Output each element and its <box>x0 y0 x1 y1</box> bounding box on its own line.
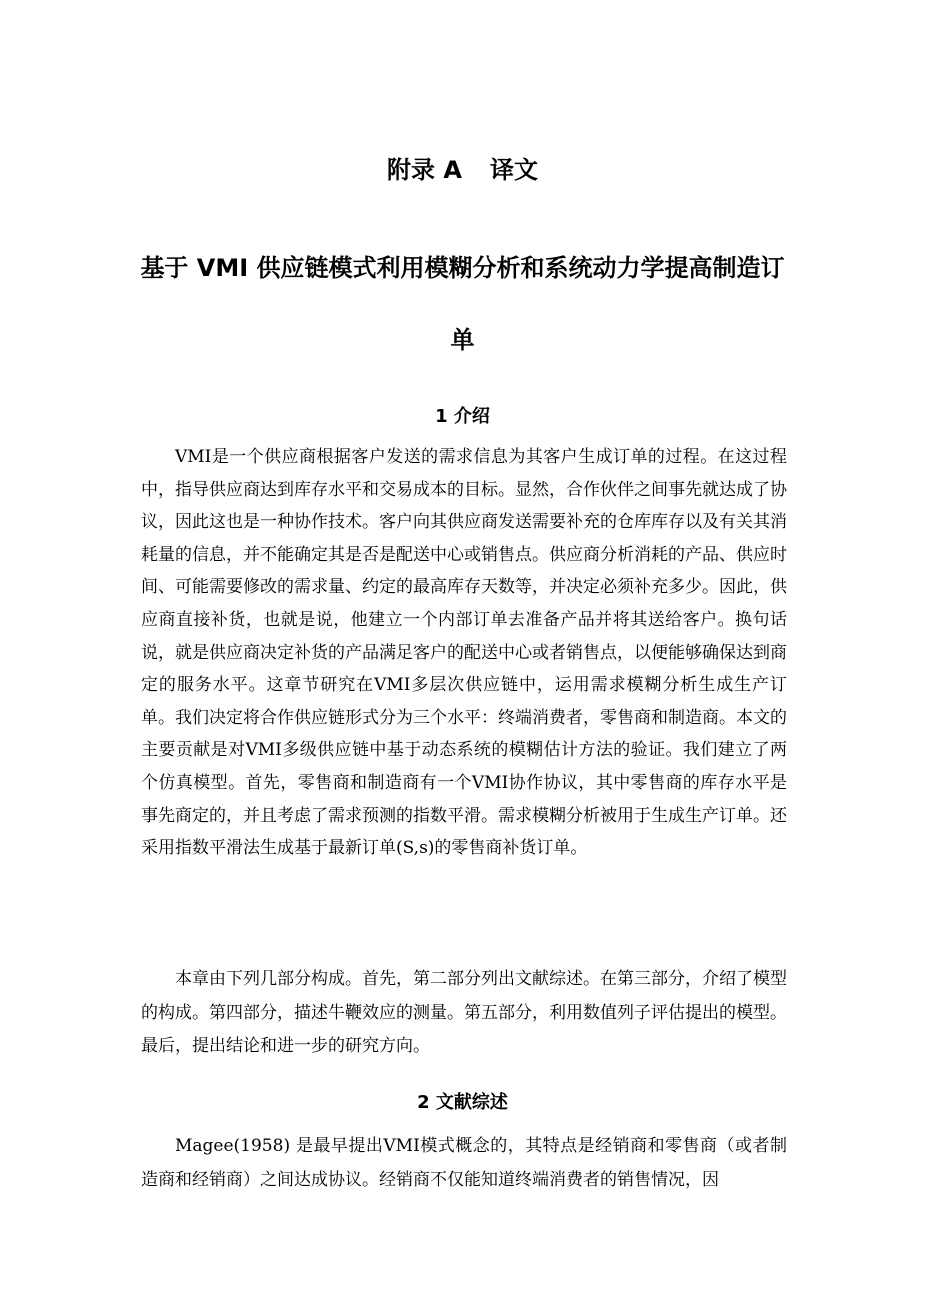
paragraph-introduction-2: 本章由下列几部分构成。首先，第二部分列出文献综述。在第三部分，介绍了模型的构成。第四部分，描述牛鞭效应的测量。第五部分，利用数值列子评估提出的模型。最后，提出结论和进一步的研究方向。 <box>141 969 787 1056</box>
paragraph-literature-review-1: Magee(1958) 是最早提出VMI模式概念的，其特点是经销商和零售商（或者制造商和经销商）之间达成协议。经销商不仅能知道终端消费者的销售情况，因 <box>141 1136 787 1190</box>
appendix-subtitle: 译文 <box>489 156 538 184</box>
appendix-label: 附录 A <box>387 156 462 184</box>
appendix-heading <box>0 150 925 185</box>
document-title: 基于 VMI 供应链模式利用模糊分析和系统动力学提高制造订单 <box>140 254 785 354</box>
section-heading-literature-review: 2 文献综述 <box>417 1092 508 1113</box>
section-heading-introduction: 1 介绍 <box>435 406 490 427</box>
paragraph-introduction-1: VMI是一个供应商根据客户发送的需求信息为其客户生成订单的过程。在这过程中，指导供应商达到库存水平和交易成本的目标。显然，合作伙伴之间事先就达成了协议，因此这也是一种协作技术。客户向其供应商发送需要补充的仓库库存以及有关其消耗量的信息，并不能确定其是否是配送中心或销售点。供应商分析消耗的产品、供应时间、可能需要修改的需求量、约定的最高库存天数等，并决定必须补充多少。因此，供应商直接补货，也就是说，他建立一个内部订单去准备产品并将其送给客户。换句话说，就是供应商决定补货的产品满足客户的配送中心或者销售点，以便能够确保达到商定的服务水平。这章节研究在VMI多层次供应链中，运用需求模糊分析生成生产订单。我们决定将合作供应链形式分为三个水平：终端消费者，零售商和制造商。本文的主要贡献是对VMI多级供应链中基于动态系统的模糊估计方法的验证。我们建立了两个仿真模型。首先，零售商和制造商有一个VMI协作协议，其中零售商的库存水平是事先商定的，并且考虑了需求预测的指数平滑。需求模糊分析被用于生成生产订单。还采用指数平滑法生成基于最新订单(S,s)的零售商补货订单。 <box>141 447 787 859</box>
